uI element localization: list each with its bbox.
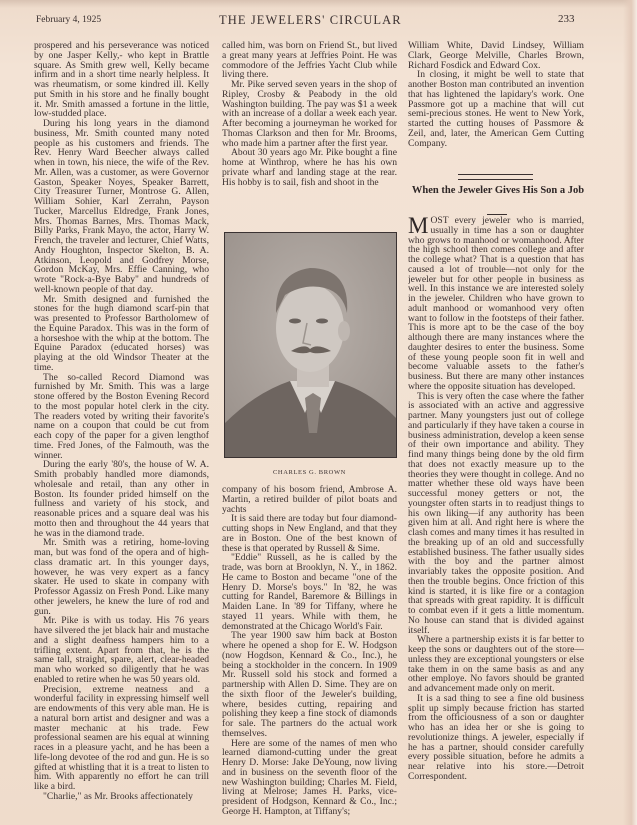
paragraph: "Eddie" Russell, as he is called by the trade, was born at Brooklyn, N. Y., in 1862. He came to Boston and became "one of the Henry D. Morse's boys." In '82, he was cutting for Randel, Baremore & Billings in Maiden Lane. In '89 for Tiffany, where he stayed 11 years. While with them, he demonstrated at the Chicago World's Fair. <box>222 552 397 632</box>
paragraph: prospered and his perseverance was noticed by one Jasper Kelly,- who kept in Brattle square. As Smith grew well, Kelly became infirm and in a short time nearly helpless. It was rheumatism, or some kindred ill. Kelly put Smith in his store and he finally bought it. Mr. Smith amassed a fortune in the little, low-studded place. <box>34 41 209 120</box>
paragraph: Mr. Smith was a retiring, home-loving man, but was fond of the opera and of high-class dramatic art. In this younger days, however, he was very expert as a fancy skater. He used to skate in company with Professor Agassiz on Fresh Pond. Like many other jewelers, he knew the lure of rod and gun. <box>34 537 209 617</box>
paragraph: During his long years in the diamond business, Mr. Smith counted many noted people as his customers and friends. The Rev. Henry Ward Beecher always called when in town, his niece, the wife of the Rev. Mr. Allen, was a customer, as were Governor Gaston, Speaker Noyes, Speaker Barrett, City Treasurer Turner, Montrose G. Allen, William Sohier, Karl Zerrahn, Payson Tucker, Marcellus Eldredge, Frank Jones, Mrs. Thomas Barnes, Mrs. Thomas Mack, Billy Parks, Frank Mayo, the actor, Harry W. French, the traveler and lecturer, Chief Watts, Andy Houghton, Inspector Skelton, B. A. Atkinson, Leopold and Godfrey Morse, Gordon McKay, Mrs. Effie Canning, who wrote "Rock-a-Bye Baby" and hundreds of well-known people of that day. <box>34 118 209 295</box>
paragraph: In closing, it might be well to state that another Boston man contributed an invention that has lightened the lapidary's work. One Passmore got up a machine that will cut semi-precious stones. He went to New York, started the cutting houses of Passmore & Zeil, and, later, the American Gem Cutting Company. <box>408 69 584 149</box>
headline-rule <box>487 214 507 215</box>
paragraph: William White, David Lindsey, William Clark, George Melville, Charles Brown, Richard Fosdick and Edward Cox. <box>408 40 584 71</box>
paragraph: called him, was born on Friend St., but lived a great many years at Jeffries Point. He was commodore of the Jeffries Yacht Club while living there. <box>222 40 397 81</box>
publication-title: THE JEWELERS' CIRCULAR <box>219 13 402 27</box>
column-2-bottom <box>222 485 397 825</box>
lead-text: OST every jeweler who is married, usually in time has a son or daughter who grows to manhood or womanhood. After the high school then comes college and after the college what? That is a question that has caused a lot of trouble—not only for the jeweler but for other people in business as well. In this instance we are interested solely in the jeweler. Children who have grown to adult manhood or womanhood very often want to follow in the footsteps of their father. This is more apt to be the case of the boy although there are many instances where the daughter desires to enter the business. Some of these young people soon fit in well and become valuable assets to the father's business. But there are many other instances where the opposite situation has developed. <box>408 216 584 392</box>
article-lead-paragraph <box>408 216 584 392</box>
running-header <box>36 13 596 29</box>
paragraph: Precision, extreme neatness and a wonderful facility in expressing himself well are endowments of this very able man. He is a natural born artist and designer and was a master mechanic at his trade. Few professional seamen are his equal at winning races in a pleasure yacht, and he has been a life-long devotee of the rod and gun. He is so gifted at whistling that it is a treat to listen to him. With apparently no effort he can trill like a bird. <box>34 683 209 792</box>
paragraph: Mr. Pike served seven years in the shop of Ripley, Crosby & Peabody in the old Washington building. The pay was $1 a week with an increase of a dollar a week each year. After becoming a journeyman he worked for Thomas Clarkson and then for Mr. Brooms, who made him a partner after the first year. <box>222 79 397 149</box>
paragraph: It is said there are today but four diamond-cutting shops in New England, and that they are in Boston. One of the best known of these is that operated by Russell & Sime. <box>222 513 397 554</box>
paragraph: Here are some of the names of men who learned diamond-cutting under the great Henry D. Morse: Jake DeYoung, now living and in business on the seventh floor of the new Washington building; Charles M. Field, living at Melrose; James H. Parks, vice-president of Hodgson, Kennard & Co., Inc.; George H. Hampton, at Tiffany's; <box>222 737 397 817</box>
paragraph: The year 1900 saw him back at Boston where he opened a shop for E. W. Hodgson (now Hogdson, Kennard & Co., Inc.), he being a stockholder in the concern. In 1909 Mr. Russell sold his stock and formed a partnership with Allen D. Sime. They are on the sixth floor of the Jeweler's building, where, besides cutting, repairing and polishing they keep a fine stock of diamonds for sale. The partners do the actual work themselves. <box>222 630 397 739</box>
column-3-bottom <box>408 216 584 821</box>
paragraph: Mr. Pike is with us today. His 76 years have silvered the jet black hair and mustache and a slight deafness hampers him to a trifling extent. Apart from that, he is the same tall, straight, spare, alert, clear-headed man who worked so diligently that he was enabled to retire when he was 50 years old. <box>34 615 209 685</box>
paragraph: The so-called Record Diamond was furnished by Mr. Smith. This was a large stone offered by the Boston Evening Record to the most popular hotel clerk in the city. The readers voted by writing their favorite's name on a coupon that could be cut from each copy of the paper for a given lengthof time. Fred Jones, of the Falmouth, was the winner. <box>34 371 209 461</box>
portrait-photo <box>224 232 397 458</box>
paragraph: Mr. Smith designed and furnished the stones for the hugh diamond scarf-pin that was presented to Professor Bartholomew of the Equine Paradox. This was in the form of a horseshoe with the whip at the bottom. The Equine Paradox (educated horses) was playing at the old Windsor Theater at the time. <box>34 293 209 373</box>
article-headline: When the Jeweler Gives His Son a Job <box>411 185 585 196</box>
column-1 <box>34 41 209 821</box>
paragraph: This is very often the case where the father is associated with an active and aggressive partner. Many youngsters just out of college and particularly if they have taken a course in business administration, develop a keen sense of their own importance and ability. They find many things being done by the old firm that does not exactly measure up to the theories they were thought in college. And no matter whether these old ways have been successful money getters or not, the youngster often starts in to readjust things to his own liking—if any authority has been given him at all. And right here is where the clash comes and many times it has resulted in the breaking up of an old and successfully established business. The father usually sides with the boy and the partner almost invariably takes the opposite position. And then the trouble begins. Once friction of this kind is started, it is like fire or a contagion that spreads with great rapidity. It is difficult to combat even if it gets a little momentum. No house can stand that is divided against itself. <box>408 390 584 636</box>
paragraph: company of his bosom friend, Ambrose A. Martin, a retired builder of pilot boats and yachts <box>222 485 397 515</box>
page-right-edge <box>623 0 637 825</box>
column-2-top <box>222 41 397 187</box>
paragraph: "Charlie," as Mr. Brooks affectionately <box>43 790 193 802</box>
column-3-top <box>408 41 584 148</box>
photo-caption: CHARLES G. BROWN <box>273 469 346 476</box>
portrait-illustration <box>225 233 396 457</box>
issue-date: February 4, 1925 <box>36 15 102 25</box>
page-number: 233 <box>558 13 575 25</box>
drop-cap: M <box>408 216 429 238</box>
section-divider <box>458 174 533 180</box>
paragraph: Where a partnership exists it is far better to keep the sons or daughters out of the store—unless they are exceptional youngsters or else take them in on the same basis as and any other employe. No favors should be granted and advancement made only on merit. <box>408 634 584 694</box>
paragraph: It is a sad thing to see a fine old business split up simply because friction has started from the officiousness of a son or daughter who has an idea her or she is going to revolutionize things. A jeweler, especially if he has a partner, should consider carefully every possible situation, before he admits a near relative into his store.—Detroit Correspondent. <box>408 692 584 782</box>
page-top-shadow <box>0 0 637 8</box>
paragraph: About 30 years ago Mr. Pike bought a fine home at Winthrop, where he has his own private wharf and landing stage at the rear. His hobby is to sail, fish and shoot in the <box>222 147 397 188</box>
paragraph: During the early '80's, the house of W. A. Smith probably handled more diamonds, wholesale and retail, than any other in Boston. Its founder prided himself on the fullness and variety of his stock, and reasonable prices and a square deal was his motto then and throughout the 44 years that he was in the diamond trade. <box>34 459 209 539</box>
